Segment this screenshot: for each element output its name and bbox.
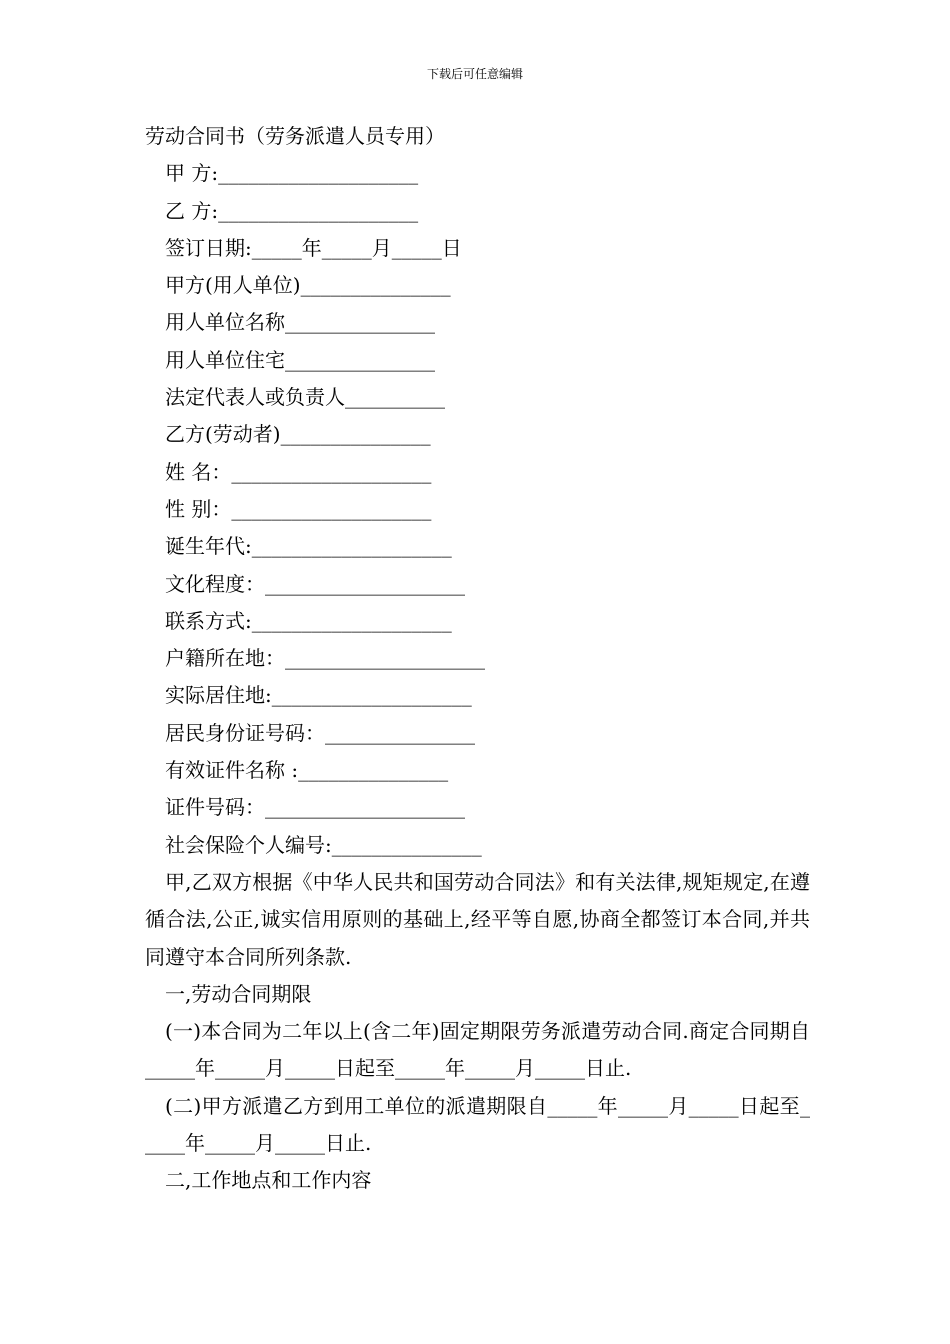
document-title: 劳动合同书（劳务派遣人员专用） <box>145 124 445 148</box>
field-household-registration: 户籍所在地：____________________ <box>165 646 485 671</box>
field-social-insurance-number: 社会保险个人编号:_______________ <box>165 832 482 857</box>
field-worker: 乙方(劳动者)_______________ <box>165 422 431 447</box>
field-education: 文化程度：____________________ <box>165 571 465 596</box>
field-party-b: 乙 方:____________________ <box>165 198 419 223</box>
field-employer-name: 用人单位名称_______________ <box>165 310 435 335</box>
field-legal-representative: 法定代表人或负责人__________ <box>165 385 445 410</box>
paragraph-dispatch-term: (二)甲方派遣乙方到用工单位的派遣期限自_____年_____月_____日起至_____年_____月_____日止. <box>145 1093 810 1156</box>
field-document-number: 证件号码：____________________ <box>165 795 465 820</box>
paragraph-contract-term: (一)本合同为二年以上(含二年)固定期限劳务派遣劳动合同.商定合同期自_____年_____月_____日起至_____年_____月_____日止. <box>145 1019 810 1081</box>
page-header-note: 下载后可任意编辑 <box>426 67 523 81</box>
field-document-type: 有效证件名称 :_______________ <box>165 758 449 783</box>
field-gender: 性 别：____________________ <box>165 496 432 521</box>
field-contact: 联系方式:____________________ <box>165 608 452 633</box>
section-heading-workplace: 二,工作地点和工作内容 <box>165 1168 372 1193</box>
section-heading-term: 一,劳动合同期限 <box>165 981 312 1006</box>
field-employer-address: 用人单位住宅_______________ <box>165 347 435 372</box>
field-sign-date: 签订日期:_____年_____月_____日 <box>165 235 462 260</box>
field-name: 姓 名：____________________ <box>165 459 432 484</box>
field-id-number: 居民身份证号码：_______________ <box>165 720 475 745</box>
field-employer: 甲方(用人单位)_______________ <box>165 273 451 298</box>
document-body <box>145 118 810 1200</box>
field-residence: 实际居住地:____________________ <box>165 683 472 708</box>
paragraph-preamble: 甲,乙双方根据《中华人民共和国劳动合同法》和有关法律,规矩规定,在遵循合法,公正,诚实信用原则的基础上,经平等自愿,协商全都签订本合同,并共同遵守本合同所列条款. <box>145 869 810 969</box>
field-party-a: 甲 方:____________________ <box>165 161 419 186</box>
field-birth-date: 诞生年代:____________________ <box>165 534 452 559</box>
